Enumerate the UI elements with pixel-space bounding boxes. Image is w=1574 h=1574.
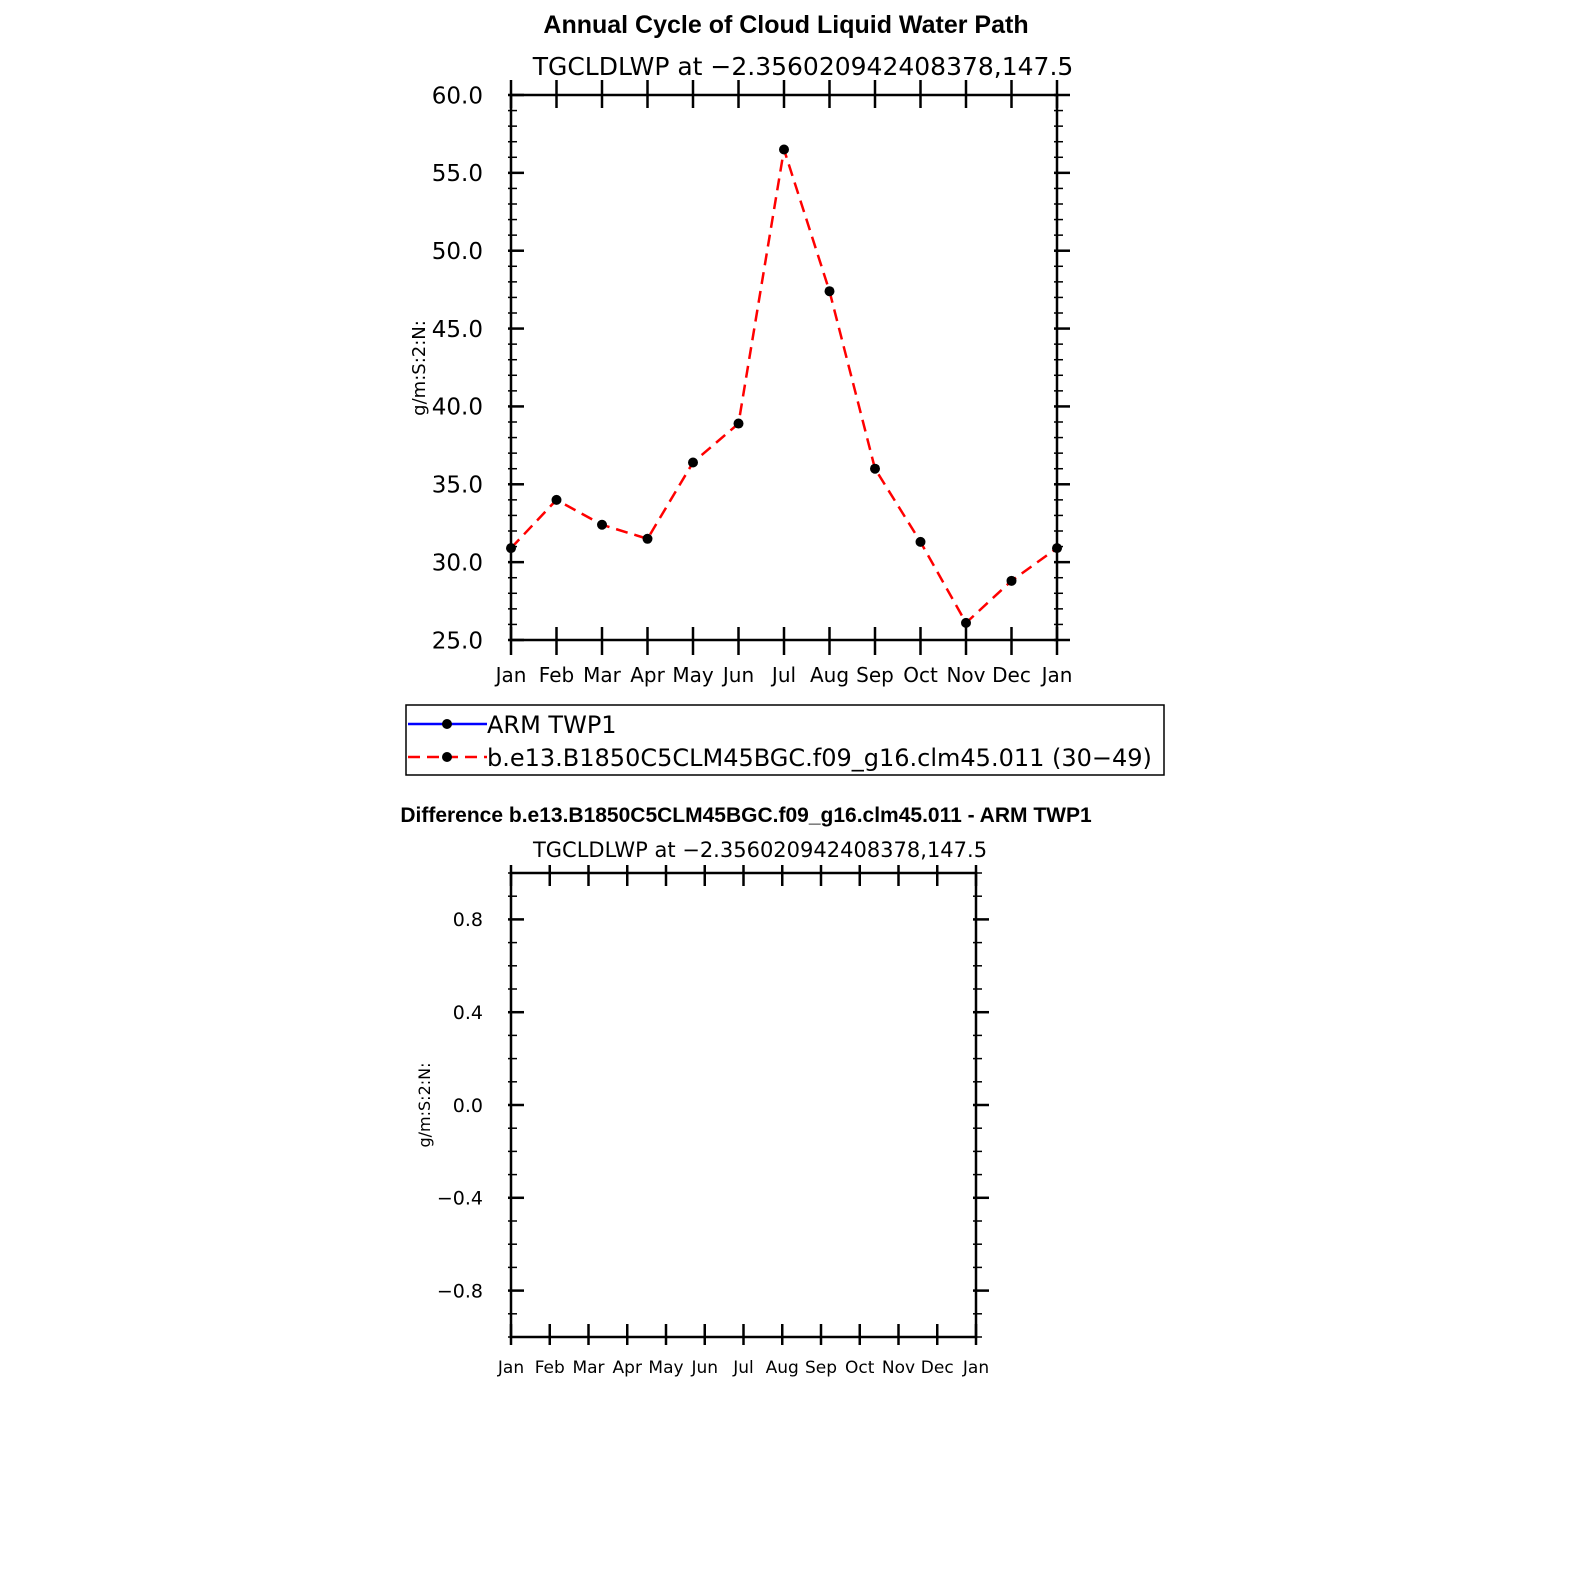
series-line-1 [511, 150, 1057, 623]
top-chart-y-tick-labels [432, 83, 483, 654]
legend-label-model: b.e13.B1850C5CLM45BGC.f09_g16.clm45.011 (30−49) [487, 744, 1152, 772]
data-point [779, 145, 789, 155]
legend [406, 705, 1164, 775]
x-tick-label: Dec [992, 663, 1031, 687]
bottom-chart-axes [508, 865, 989, 1345]
plot-frame [511, 95, 1057, 640]
y-tick-label: 30.0 [431, 550, 483, 577]
y-tick-label: −0.8 [436, 1280, 483, 1303]
x-tick-label: Apr [630, 663, 665, 687]
y-tick-label: 45.0 [431, 316, 483, 343]
x-tick-label: Jun [722, 663, 755, 687]
y-tick-label: 25.0 [431, 628, 483, 655]
data-point [643, 534, 653, 544]
x-tick-label: Nov [881, 1358, 916, 1378]
x-tick-label: Jul [771, 663, 797, 687]
data-point [506, 543, 516, 553]
x-tick-label: Apr [612, 1358, 642, 1378]
bottom-chart-x-tick-labels [497, 1358, 989, 1378]
bottom-chart [400, 804, 1092, 1378]
x-tick-label: Feb [538, 663, 575, 687]
x-tick-label: Mar [583, 663, 621, 687]
x-tick-label: Jun [691, 1358, 719, 1378]
x-tick-label: Mar [572, 1358, 605, 1378]
x-tick-label: Aug [809, 663, 850, 687]
y-tick-label: 40.0 [431, 394, 483, 421]
data-point [825, 286, 835, 296]
y-tick-label: −0.4 [436, 1187, 483, 1210]
data-point [916, 537, 926, 547]
x-tick-label: Aug [765, 1358, 799, 1378]
x-tick-label: Dec [920, 1358, 954, 1378]
data-point [552, 495, 562, 505]
data-point [870, 464, 880, 474]
x-tick-label: Jan [497, 1358, 525, 1378]
x-tick-label: Sep [856, 663, 894, 687]
x-tick-label: May [672, 663, 714, 687]
legend-label-arm: ARM TWP1 [487, 711, 617, 739]
legend-marker-arm [442, 719, 452, 729]
x-tick-label: Oct [845, 1358, 875, 1378]
x-tick-label: Sep [804, 1358, 838, 1378]
top-chart-subtitle: TGCLDLWP at −2.356020942408378,147.5 [532, 52, 1074, 81]
plot-frame [511, 873, 976, 1337]
top-chart [409, 11, 1073, 687]
bottom-chart-subtitle: TGCLDLWP at −2.356020942408378,147.5 [532, 838, 988, 862]
y-tick-label: 60.0 [431, 83, 483, 110]
data-point [597, 520, 607, 530]
x-tick-label: Jan [1041, 663, 1073, 687]
x-tick-label: Jan [962, 1358, 990, 1378]
top-chart-x-tick-labels [494, 663, 1073, 687]
y-tick-label: 0.8 [452, 909, 483, 932]
bottom-chart-y-tick-labels [437, 909, 483, 1302]
x-tick-label: May [648, 1358, 684, 1378]
x-tick-label: Jul [733, 1358, 754, 1378]
y-tick-label: 55.0 [431, 161, 483, 188]
bottom-chart-title: Difference b.e13.B1850C5CLM45BGC.f09_g16.clm45.011 - ARM TWP1 [400, 804, 1092, 827]
data-point [1007, 576, 1017, 586]
top-chart-title: Annual Cycle of Cloud Liquid Water Path [543, 11, 1029, 39]
x-tick-label: Feb [534, 1358, 565, 1378]
top-chart-ylabel: g/m:S:2:N: [409, 320, 430, 416]
data-point [734, 419, 744, 429]
data-point [688, 457, 698, 467]
y-tick-label: 0.4 [452, 1002, 483, 1025]
legend-marker-model [442, 752, 452, 762]
x-tick-label: Nov [946, 663, 986, 687]
x-tick-label: Jan [495, 663, 527, 687]
data-point [961, 618, 971, 628]
data-point [1052, 543, 1062, 553]
x-tick-label: Oct [903, 663, 938, 687]
y-tick-label: 35.0 [431, 472, 483, 499]
top-chart-series [506, 145, 1062, 628]
bottom-chart-ylabel: g/m:S:2:N: [415, 1062, 434, 1148]
y-tick-label: 0.0 [452, 1094, 483, 1117]
y-tick-label: 50.0 [431, 238, 483, 265]
